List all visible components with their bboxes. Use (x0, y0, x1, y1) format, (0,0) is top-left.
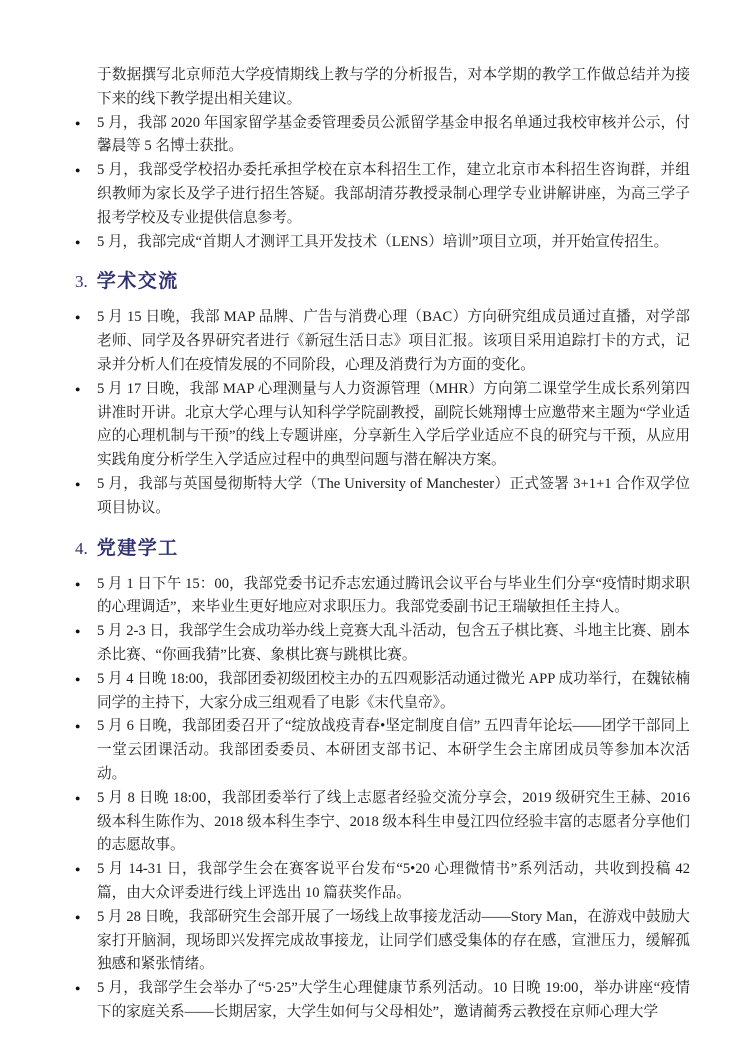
bullet-icon: ● (75, 792, 81, 803)
bullet-icon: ● (75, 117, 81, 128)
item-text: 5 月，我部完成“首期人才测评工具开发技术（LENS）培训”项目立项，并开始宣传招生。 (97, 233, 669, 250)
item-text: 5 月 1 日下午 15：00，我部党委书记乔志宏通过腾讯会议平台与毕业生们分享“疫情时期求职的心理调适”，来毕业生更好地应对求职压力。我部党委副书记王瑞敏担任主持人。 (97, 575, 690, 616)
item-text: 5 月 15 日晚，我部 MAP 品牌、广告与消费心理（BAC）方向研究组成员通过直播，对学部老师、同学及各界研究者进行《新冠生活日志》项目汇报。该项目采用追踪打卡的方式，记录并分析人们在疫情发展的不同阶段，心理及消费行为方面的变化。 (97, 309, 690, 373)
bullet-icon: ● (75, 578, 81, 589)
section-title: 学术交流 (96, 271, 179, 293)
bullet-item (75, 906, 690, 977)
bullet-item (75, 977, 690, 1025)
bullet-item (75, 787, 690, 858)
item-text: 5 月，我部受学校招办委托承担学校在京本科招生工作，建立北京市本科招生咨询群，并组织教师为家长及学子进行招生答疑。我部胡清芬教授录制心理学专业讲解讲座，为高三学子报考学校及专业提供信息参考。 (97, 162, 690, 226)
item-text: 5 月 2-3 日，我部学生会成功举办线上竞赛大乱斗活动，包含五子棋比赛、斗地主比赛、剧本杀比赛、“你画我猜”比赛、象棋比赛与跳棋比赛。 (97, 623, 690, 663)
section-title: 党建学工 (96, 537, 179, 559)
bullet-item (75, 715, 690, 786)
bullet-icon: ● (75, 478, 81, 489)
bullet-item (75, 306, 690, 377)
section-heading-party-student-work (75, 534, 690, 562)
item-text: 5 月 14-31 日，我部学生会在赛客说平台发布“5•20 心理微情书”系列活动，共收到投稿 42 篇，由大众评委进行线上评选出 10 篇获奖作品。 (97, 861, 690, 901)
bullet-icon: ● (75, 911, 81, 922)
bullet-item (75, 573, 690, 621)
bullet-item (75, 378, 690, 473)
item-text: 5 月，我部学生会举办了“5·25”大学生心理健康节系列活动。10 日晚 19:00，举办讲座“疫情下的家庭关系——长期居家，大学生如何与父母相处”，邀请蔺秀云教授在京师心理大学 (97, 980, 690, 1020)
section-number: 3. (75, 272, 88, 292)
section-heading-academic-exchange (75, 267, 690, 295)
bullet-icon: ● (75, 864, 81, 875)
bullet-item (75, 620, 690, 668)
bullet-icon: ● (75, 312, 81, 323)
bullet-icon: ● (75, 626, 81, 637)
bullet-icon: ● (75, 236, 81, 247)
bullet-icon: ● (75, 165, 81, 176)
bullet-icon: ● (75, 721, 81, 732)
bullet-item (75, 159, 690, 230)
bullet-item (75, 858, 690, 906)
bullet-item (75, 112, 690, 160)
bullet-icon: ● (75, 983, 81, 994)
section-number: 4. (75, 538, 88, 558)
item-text: 5 月 8 日晚 18:00，我部团委举行了线上志愿者经验交流分享会，2019 级研究生王赫、2016 级本科生陈作为、2018 级本科生李宁、2018 级本科生申曼江四位经验丰富的志愿者分享他们的志愿故事。 (97, 789, 690, 854)
item-text: 5 月 28 日晚，我部研究生会部开展了一场线上故事接龙活动——Story Man，在游戏中鼓励大家打开脑洞，现场即兴发挥完成故事接龙，让同学们感受集体的存在感，宣泄压力，缓解孤独感和紧张情绪。 (97, 908, 690, 973)
paragraph-continuation: 于数据撰写北京师范大学疫情期线上教与学的分析报告，对本学期的教学工作做总结并为接下来的线下教学提出相关建议。 (97, 67, 690, 107)
bullet-item (75, 231, 690, 255)
bullet-icon: ● (75, 383, 81, 394)
item-text: 5 月，我部 2020 年国家留学基金委管理委员公派留学基金申报名单通过我校审核并公示，付馨晨等 5 名博士获批。 (97, 114, 690, 155)
item-text: 5 月 6 日晚，我部团委召开了“绽放战疫青春•坚定制度自信” 五四青年论坛——团学干部同上一堂云团课活动。我部团委委员、本研团支部书记、本研学生会主席团成员等参加本次活动。 (97, 718, 690, 782)
bullet-item (75, 668, 690, 716)
bullet-item (75, 473, 690, 521)
bullet-icon: ● (75, 673, 81, 684)
item-text: 5 月 17 日晚，我部 MAP 心理测量与人力资源管理（MHR）方向第二课堂学生成长系列第四讲准时开讲。北京大学心理与认知科学学院副教授，副院长姚翔博士应邀带来主题为“学业适应的心理机制与干预”的线上专题讲座，分享新生入学后学业适应不良的研究与干预，从应用实践角度分析学生入学适应过程中的典型问题与潜在解决方案。 (97, 380, 690, 469)
item-text: 5 月，我部与英国曼彻斯特大学（The University of Manchester）正式签署 3+1+1 合作双学位项目协议。 (97, 475, 690, 516)
item-text: 5 月 4 日晚 18:00，我部团委初级团校主办的五四观影活动通过微光 APP 成功举行，在魏铱楠同学的主持下，大家分成三组观看了电影《末代皇帝》。 (97, 670, 690, 711)
